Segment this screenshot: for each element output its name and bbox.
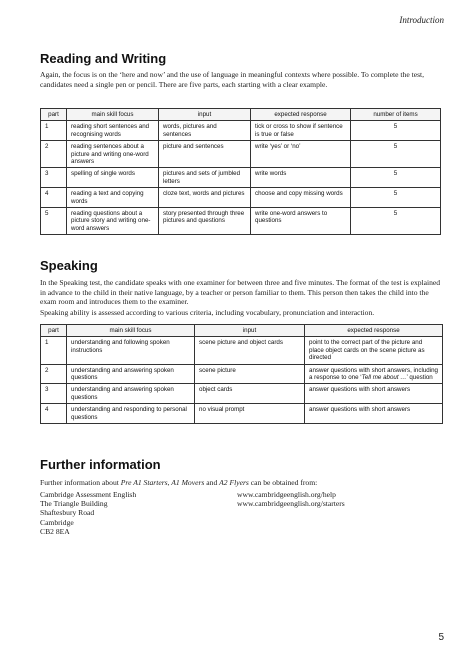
- further-information-heading: Further information: [40, 457, 161, 472]
- table-cell: 4: [41, 188, 67, 208]
- column-header: input: [159, 109, 251, 121]
- intro-titles: Pre A1 Starters, A1 Movers: [120, 478, 205, 487]
- address-line: Cambridge: [40, 517, 74, 527]
- table-cell: answer questions with short answers: [305, 384, 443, 404]
- table-cell: write one-word answers to questions: [251, 208, 351, 235]
- table-cell: spelling of single words: [67, 168, 159, 188]
- table-cell: 5: [351, 208, 441, 235]
- help-url-link[interactable]: www.cambridgeenglish.org/help: [237, 490, 336, 499]
- table-header-row: [41, 109, 441, 121]
- table-cell: 3: [41, 384, 67, 404]
- table-cell: write words: [251, 168, 351, 188]
- table-row: [41, 121, 441, 141]
- intro-text: and: [204, 478, 220, 487]
- table-cell: reading a text and copying words: [67, 188, 159, 208]
- table-cell: understanding and answering spoken questions: [67, 384, 195, 404]
- table-cell: scene picture: [195, 364, 305, 384]
- speaking-paragraph-2: Speaking ability is assessed according to various criteria, including vocabulary, pronunciation and interaction.: [40, 308, 375, 317]
- table-row: [41, 337, 443, 364]
- table-cell: reading short sentences and recognising words: [67, 121, 159, 141]
- running-head: Introduction: [399, 15, 444, 25]
- table-cell: story presented through three pictures and questions: [159, 208, 251, 235]
- table-cell: choose and copy missing words: [251, 188, 351, 208]
- table-cell: pictures and sets of jumbled letters: [159, 168, 251, 188]
- table-cell: words, pictures and sentences: [159, 121, 251, 141]
- web-links: [237, 490, 345, 508]
- starters-url-link[interactable]: www.cambridgeenglish.org/starters: [237, 499, 345, 509]
- question-phrase: Tell me about …: [361, 374, 407, 382]
- intro-text: Further information about: [40, 478, 121, 487]
- reading-writing-table: [40, 108, 441, 235]
- table-cell: 2: [41, 141, 67, 168]
- column-header: number of items: [351, 109, 441, 121]
- table-cell: 2: [41, 364, 67, 384]
- address-line: Shaftesbury Road: [40, 508, 95, 518]
- table-cell: point to the correct part of the picture and place object cards on the scene picture as directed: [305, 337, 443, 364]
- table-row: [41, 188, 441, 208]
- table-row: [41, 168, 441, 188]
- table-cell: understanding and responding to personal questions: [67, 404, 195, 424]
- table-cell: answer questions with short answers: [305, 404, 443, 424]
- column-header: input: [195, 325, 305, 337]
- column-header: expected response: [251, 109, 351, 121]
- column-header: main skill focus: [67, 109, 159, 121]
- address-line: The Triangle Building: [40, 499, 108, 509]
- further-information-intro: [40, 478, 442, 488]
- table-cell: understanding and following spoken instructions: [67, 337, 195, 364]
- table-cell: 3: [41, 168, 67, 188]
- table-row: [41, 208, 441, 235]
- table-row: [41, 364, 443, 384]
- table-cell: 5: [351, 188, 441, 208]
- column-header: main skill focus: [67, 325, 195, 337]
- column-header: part: [41, 325, 67, 337]
- speaking-heading: Speaking: [40, 258, 98, 273]
- table-cell: no visual prompt: [195, 404, 305, 424]
- table-cell: 5: [351, 168, 441, 188]
- table-cell: scene picture and object cards: [195, 337, 305, 364]
- table-cell: object cards: [195, 384, 305, 404]
- page-number: 5: [438, 632, 444, 643]
- table-cell: answer questions with short answers, including a response to one ‘Tell me about …’ question: [305, 364, 443, 384]
- address-line: Cambridge Assessment English: [40, 490, 137, 499]
- table-row: [41, 141, 441, 168]
- table-cell: picture and sentences: [159, 141, 251, 168]
- table-header-row: [41, 325, 443, 337]
- postal-address: [40, 490, 136, 536]
- address-line: CB2 8EA: [40, 526, 70, 536]
- speaking-paragraph-1: In the Speaking test, the candidate speaks with one examiner for between three and five minutes. The format of the test is explained in advance to the child in their native language, by a teacher or person familiar to them. This person then takes the child into the exam room and introduces them to the examiner.: [40, 278, 441, 307]
- table-cell: cloze text, words and pictures: [159, 188, 251, 208]
- table-cell: reading questions about a picture story and writing one-word answers: [67, 208, 159, 235]
- column-header: part: [41, 109, 67, 121]
- table-cell: 1: [41, 121, 67, 141]
- table-cell: write ‘yes’ or ‘no’: [251, 141, 351, 168]
- table-cell: 5: [351, 141, 441, 168]
- table-cell: 1: [41, 337, 67, 364]
- table-cell: tick or cross to show if sentence is true or false: [251, 121, 351, 141]
- table-cell: understanding and answering spoken questions: [67, 364, 195, 384]
- table-cell: 5: [351, 121, 441, 141]
- reading-writing-heading: Reading and Writing: [40, 51, 167, 66]
- table-row: [41, 384, 443, 404]
- table-cell: reading sentences about a picture and writing one-word answers: [67, 141, 159, 168]
- table-cell: 4: [41, 404, 67, 424]
- reading-writing-paragraph: Again, the focus is on the ‘here and now’ and the use of language in meaningful contexts where possible. To complete the test, candidates need a single pen or pencil. There are five parts, each starting with a clear example.: [40, 70, 425, 89]
- intro-title-flyers: A2 Flyers: [219, 478, 249, 487]
- speaking-table: [40, 324, 443, 424]
- table-cell: 5: [41, 208, 67, 235]
- column-header: expected response: [305, 325, 443, 337]
- intro-text: can be obtained from:: [248, 478, 318, 487]
- table-row: [41, 404, 443, 424]
